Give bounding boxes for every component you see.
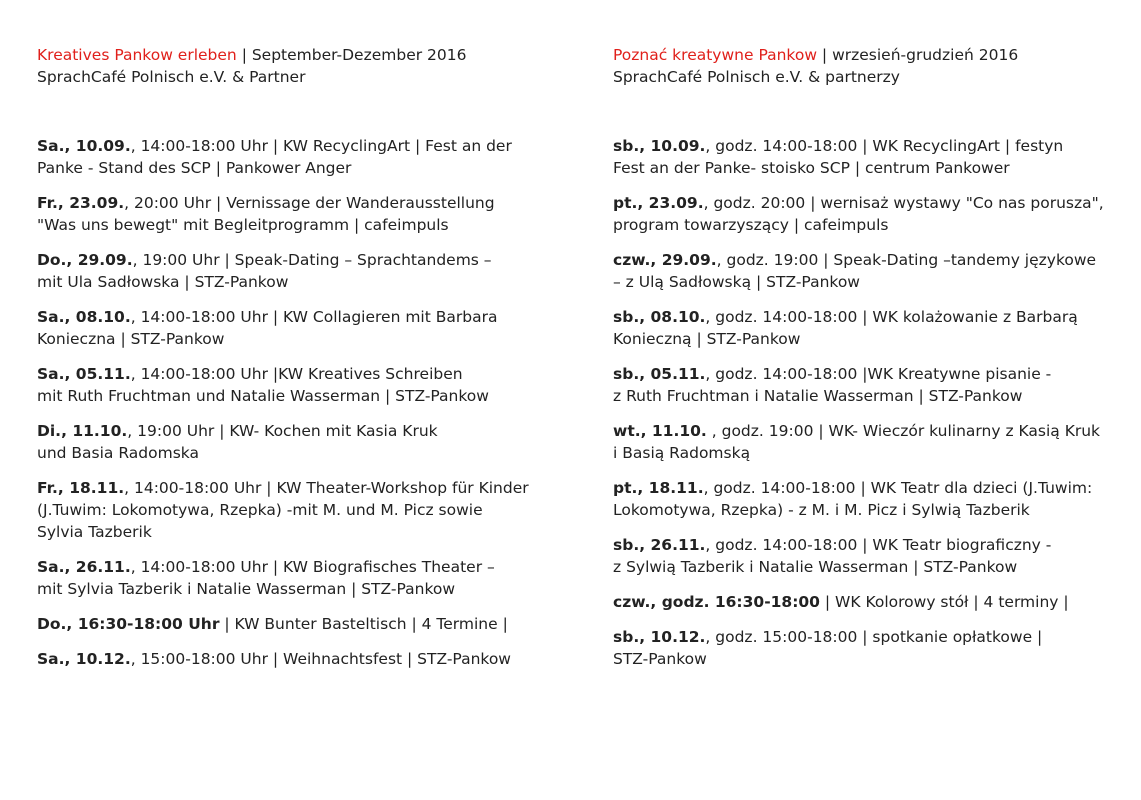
- event-text: z Sylwią Tazberik i Natalie Wasserman | STZ-Pankow: [613, 558, 1018, 576]
- event-text: mit Ula Sadłowska | STZ-Pankow: [37, 273, 289, 291]
- event-text: , godz. 14:00-18:00 | WK RecyclingArt | festyn: [705, 137, 1064, 155]
- event-line: [613, 420, 1133, 442]
- event-line: [613, 328, 1133, 350]
- event-line: [37, 135, 577, 157]
- event-entry: [613, 192, 1133, 236]
- event-text: und Basia Radomska: [37, 444, 199, 462]
- event-date: sb., 05.11.: [613, 365, 706, 383]
- german-title: [37, 44, 577, 66]
- event-date: Di., 11.10.: [37, 422, 128, 440]
- event-text: Konieczna | STZ-Pankow: [37, 330, 225, 348]
- event-date: Sa., 10.09.: [37, 137, 131, 155]
- event-date: Sa., 08.10.: [37, 308, 131, 326]
- event-date: Do., 29.09.: [37, 251, 133, 269]
- event-line: [613, 626, 1133, 648]
- event-date: Fr., 18.11.: [37, 479, 125, 497]
- event-line: [613, 534, 1133, 556]
- event-entry: [37, 192, 577, 236]
- event-entry: [37, 420, 577, 464]
- event-text: mit Ruth Fruchtman und Natalie Wasserman | STZ-Pankow: [37, 387, 489, 405]
- event-text: mit Sylvia Tazberik i Natalie Wasserman | STZ-Pankow: [37, 580, 456, 598]
- event-entry: [613, 249, 1133, 293]
- event-text: | WK Kolorowy stół | 4 terminy |: [819, 593, 1069, 611]
- event-text: , 14:00-18:00 Uhr |KW Kreatives Schreiben: [130, 365, 463, 383]
- event-line: [613, 249, 1133, 271]
- event-text: Panke - Stand des SCP | Pankower Anger: [37, 159, 352, 177]
- event-line: [613, 477, 1133, 499]
- polish-event-list: [613, 135, 1133, 670]
- event-line: [37, 420, 577, 442]
- event-date: Sa., 26.11.: [37, 558, 131, 576]
- event-line: [37, 648, 577, 670]
- event-line: [37, 442, 577, 464]
- event-text: , 14:00-18:00 Uhr | KW Collagieren mit Barbara: [130, 308, 498, 326]
- event-line: [613, 192, 1133, 214]
- polish-title: [613, 44, 1133, 66]
- event-date: Sa., 05.11.: [37, 365, 131, 383]
- event-entry: [613, 477, 1133, 521]
- event-line: [613, 385, 1133, 407]
- event-text: , 19:00 Uhr | KW- Kochen mit Kasia Kruk: [127, 422, 438, 440]
- event-date: sb., 10.09.: [613, 137, 706, 155]
- event-text: | KW Bunter Basteltisch | 4 Termine |: [219, 615, 508, 633]
- event-line: [613, 157, 1133, 179]
- german-subtitle: SprachCafé Polnisch e.V. & Partner: [37, 68, 306, 86]
- event-line: [37, 499, 577, 521]
- event-entry: [37, 306, 577, 350]
- event-entry: [37, 613, 577, 635]
- event-entry: [613, 420, 1133, 464]
- event-line: [37, 477, 577, 499]
- event-date: czw., 29.09.: [613, 251, 717, 269]
- event-line: [37, 249, 577, 271]
- event-line: [37, 192, 577, 214]
- event-line: [613, 306, 1133, 328]
- event-entry: [613, 534, 1133, 578]
- polish-title-highlight: Poznać kreatywne Pankow: [613, 46, 817, 64]
- event-date: sb., 26.11.: [613, 536, 706, 554]
- event-entry: [37, 556, 577, 600]
- event-entry: [613, 591, 1133, 613]
- event-line: [613, 135, 1133, 157]
- event-line: [37, 363, 577, 385]
- event-text: Fest an der Panke- stoisko SCP | centrum Pankower: [613, 159, 1010, 177]
- event-entry: [613, 626, 1133, 670]
- event-text: , 14:00-18:00 Uhr | KW Biografisches Theater –: [130, 558, 495, 576]
- event-line: [613, 442, 1133, 464]
- event-line: [37, 556, 577, 578]
- event-date: sb., 08.10.: [613, 308, 706, 326]
- event-line: [613, 363, 1133, 385]
- event-entry: [37, 135, 577, 179]
- event-text: Lokomotywa, Rzepka) - z M. i M. Picz i Sylwią Tazberik: [613, 501, 1030, 519]
- event-text: (J.Tuwim: Lokomotywa, Rzepka) -mit M. und M. Picz sowie: [37, 501, 483, 519]
- polish-column: [613, 44, 1133, 683]
- german-title-period: September-Dezember 2016: [251, 46, 467, 64]
- event-date: pt., 23.09.: [613, 194, 704, 212]
- event-line: [37, 385, 577, 407]
- event-date: Fr., 23.09.: [37, 194, 125, 212]
- event-date: Sa., 10.12.: [37, 650, 131, 668]
- event-line: [613, 271, 1133, 293]
- german-title-separator: |: [236, 46, 252, 64]
- event-text: , godz. 14:00-18:00 | WK Teatr dla dzieci (J.Tuwim:: [703, 479, 1093, 497]
- event-entry: [37, 648, 577, 670]
- event-line: [37, 521, 577, 543]
- polish-title-separator: |: [817, 46, 833, 64]
- event-text: "Was uns bewegt" mit Begleitprogramm | cafeimpuls: [37, 216, 449, 234]
- event-text: , godz. 19:00 | WK- Wieczór kulinarny z Kasią Kruk: [706, 422, 1101, 440]
- event-line: [37, 271, 577, 293]
- event-text: – z Ulą Sadłowską | STZ-Pankow: [613, 273, 860, 291]
- event-line: [613, 648, 1133, 670]
- polish-title-period: wrzesień-grudzień 2016: [832, 46, 1019, 64]
- event-entry: [37, 363, 577, 407]
- event-entry: [613, 135, 1133, 179]
- polish-subtitle: SprachCafé Polnisch e.V. & partnerzy: [613, 68, 900, 86]
- event-line: [37, 214, 577, 236]
- event-line: [613, 556, 1133, 578]
- event-line: [37, 613, 577, 635]
- event-line: [37, 306, 577, 328]
- event-line: [37, 328, 577, 350]
- event-line: [613, 591, 1133, 613]
- event-text: , 19:00 Uhr | Speak-Dating – Sprachtandems –: [132, 251, 492, 269]
- event-text: Konieczną | STZ-Pankow: [613, 330, 801, 348]
- event-text: program towarzyszący | cafeimpuls: [613, 216, 889, 234]
- event-text: , 14:00-18:00 Uhr | KW Theater-Workshop für Kinder: [124, 479, 529, 497]
- event-entry: [37, 249, 577, 293]
- event-date: pt., 18.11.: [613, 479, 704, 497]
- event-text: Sylvia Tazberik: [37, 523, 152, 541]
- german-event-list: [37, 135, 577, 670]
- event-text: , godz. 15:00-18:00 | spotkanie opłatkowe |: [705, 628, 1043, 646]
- event-text: , 15:00-18:00 Uhr | Weihnachtsfest | STZ-Pankow: [130, 650, 511, 668]
- event-line: [613, 499, 1133, 521]
- event-text: , godz. 14:00-18:00 | WK kolażowanie z Barbarą: [705, 308, 1078, 326]
- event-date: czw., godz. 16:30-18:00: [613, 593, 820, 611]
- event-text: , 14:00-18:00 Uhr | KW RecyclingArt | Fest an der: [130, 137, 512, 155]
- event-date: wt., 11.10.: [613, 422, 707, 440]
- event-entry: [613, 363, 1133, 407]
- event-line: [37, 157, 577, 179]
- event-entry: [613, 306, 1133, 350]
- event-date: Do., 16:30-18:00 Uhr: [37, 615, 220, 633]
- event-text: , godz. 14:00-18:00 |WK Kreatywne pisanie -: [705, 365, 1052, 383]
- event-text: , godz. 20:00 | wernisaż wystawy "Co nas porusza",: [703, 194, 1104, 212]
- event-text: z Ruth Fruchtman i Natalie Wasserman | STZ-Pankow: [613, 387, 1023, 405]
- event-text: , godz. 19:00 | Speak-Dating –tandemy językowe: [716, 251, 1097, 269]
- event-text: i Basią Radomską: [613, 444, 751, 462]
- german-title-highlight: Kreatives Pankow erleben: [37, 46, 237, 64]
- event-entry: [37, 477, 577, 543]
- event-text: , godz. 14:00-18:00 | WK Teatr biograficzny -: [705, 536, 1052, 554]
- german-column: [37, 44, 577, 683]
- event-date: sb., 10.12.: [613, 628, 706, 646]
- event-text: STZ-Pankow: [613, 650, 707, 668]
- event-line: [37, 578, 577, 600]
- event-text: , 20:00 Uhr | Vernissage der Wanderausstellung: [124, 194, 495, 212]
- event-line: [613, 214, 1133, 236]
